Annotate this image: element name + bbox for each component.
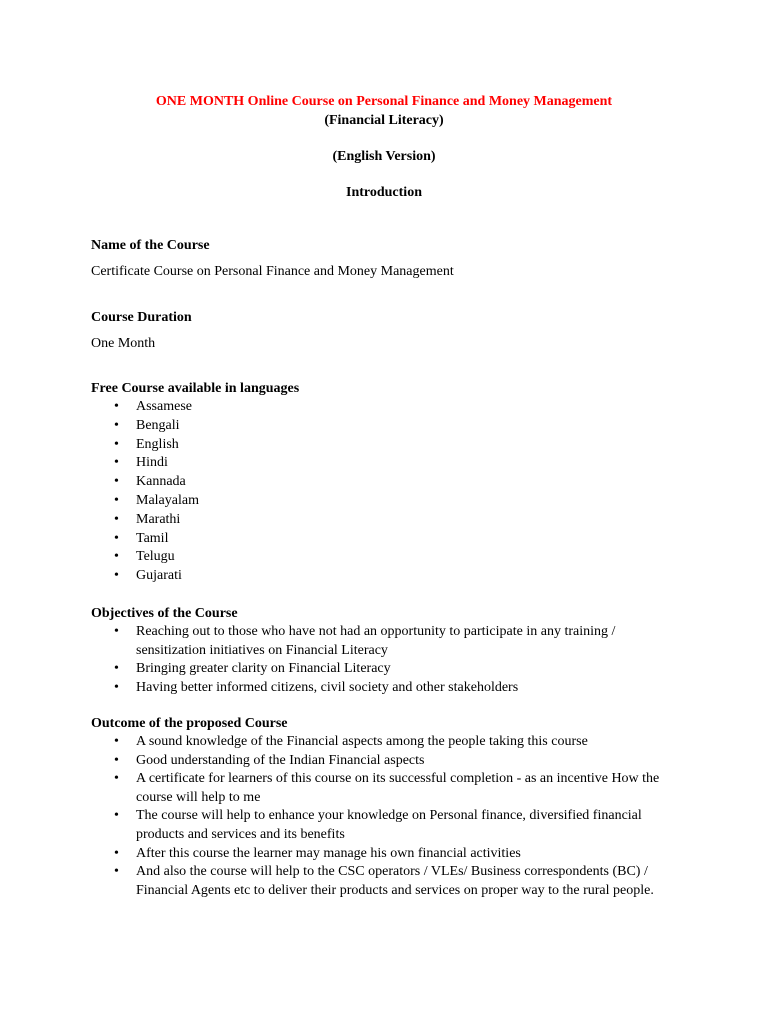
version-label: (English Version)	[332, 149, 436, 164]
list-item: • Bringing greater clarity on Financial Literacy	[0, 660, 768, 679]
course-duration-text: One Month	[91, 336, 156, 351]
list-item: • Kannada	[0, 473, 768, 492]
list-item: • A sound knowledge of the Financial aspects among the people taking this course	[0, 733, 768, 752]
languages-list	[0, 398, 768, 586]
list-item: • Malayalam	[0, 492, 768, 511]
list-item: • The course will help to enhance your knowledge on Personal finance, diversified financial products and services and its benefits	[0, 807, 768, 844]
list-item: • Marathi	[0, 511, 768, 530]
list-item: • Tamil	[0, 530, 768, 549]
course-name-text: Certificate Course on Personal Finance and Money Management	[91, 264, 454, 279]
list-item: • Telugu	[0, 548, 768, 567]
course-name-heading: Name of the Course	[91, 238, 210, 253]
list-item: • Having better informed citizens, civil society and other stakeholders	[0, 679, 768, 698]
list-item: • Gujarati	[0, 567, 768, 586]
outcome-heading: Outcome of the proposed Course	[91, 716, 288, 731]
languages-heading: Free Course available in languages	[91, 381, 300, 396]
objectives-heading: Objectives of the Course	[91, 606, 238, 621]
list-item: • And also the course will help to the CSC operators / VLEs/ Business correspondents (BC) / Financial Agents etc to deliver their products and services on proper way to the rural people.	[0, 863, 768, 900]
objectives-list	[0, 623, 768, 697]
document-title: ONE MONTH Online Course on Personal Finance and Money Management	[155, 94, 613, 109]
document-subtitle: (Financial Literacy)	[324, 113, 444, 128]
list-item: • A certificate for learners of this course on its successful completion - as an incentive How the course will help to me	[0, 770, 768, 807]
list-item: • Assamese	[0, 398, 768, 417]
list-item: • Bengali	[0, 417, 768, 436]
list-item: • Reaching out to those who have not had an opportunity to participate in any training / sensitization initiatives on Financial Literacy	[0, 623, 768, 660]
list-item: • After this course the learner may manage his own financial activities	[0, 845, 768, 864]
list-item: • English	[0, 436, 768, 455]
course-duration-heading: Course Duration	[91, 310, 192, 325]
list-item: • Hindi	[0, 454, 768, 473]
outcome-list	[0, 733, 768, 900]
list-item: • Good understanding of the Indian Financial aspects	[0, 752, 768, 771]
introduction-heading: Introduction	[346, 185, 422, 200]
